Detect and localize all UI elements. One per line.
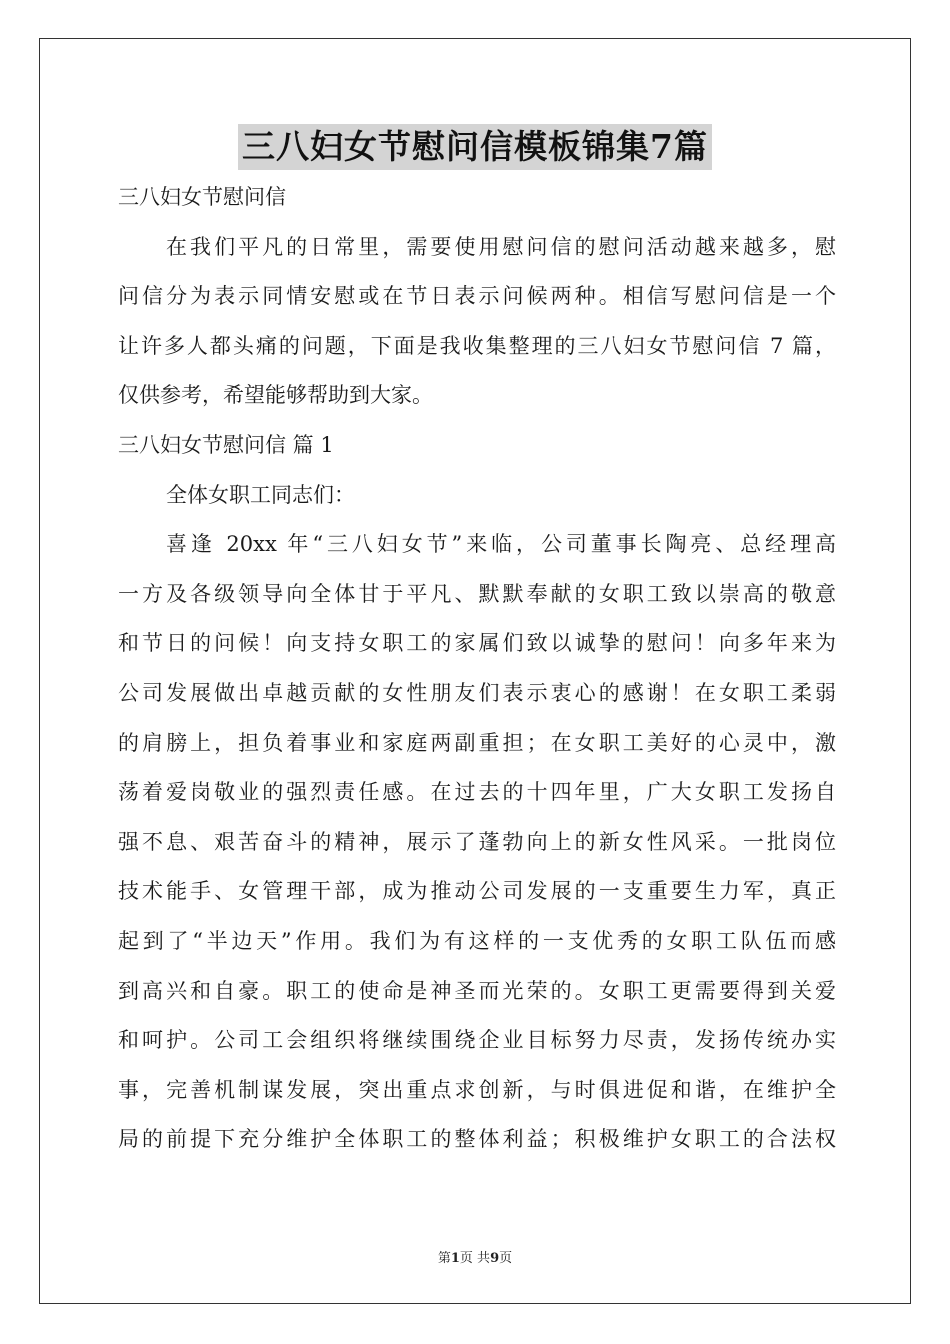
text-line: 强不息、艰苦奋斗的精神，展示了蓬勃向上的新女性风采。一批岗位 (118, 829, 836, 854)
footer-prefix: 第 (437, 1251, 451, 1266)
text-line: 三八妇女节慰问信 篇 1 (118, 432, 334, 457)
text-line: 让许多人都头痛的问题，下面是我收集整理的三八妇女节慰问信 7 篇， (118, 333, 836, 358)
text-line: 三八妇女节慰问信 (118, 185, 286, 209)
text-line: 全体女职工同志们： (166, 482, 355, 507)
text-line: 事，完善机制谋发展，突出重点求创新，与时俱进促和谐，在维护全 (118, 1077, 836, 1102)
title-container (0, 124, 950, 170)
text-line: 荡着爱岗敬业的强烈责任感。在过去的十四年里，广大女职工发扬自 (118, 780, 836, 805)
total-page-number: 9 (490, 1251, 500, 1266)
footer-middle: 页 共 (459, 1251, 491, 1266)
text-line: 起到了“半边天”作用。我们为有这样的一支优秀的女职工队伍而感 (118, 928, 836, 953)
text-line: 局的前提下充分维护全体职工的整体利益；积极维护女职工的合法权 (118, 1127, 836, 1152)
text-line: 和节日的问候！向支持女职工的家属们致以诚挚的慰问！向多年来为 (118, 631, 836, 656)
text-line: 问信分为表示同情安慰或在节日表示问候两种。相信写慰问信是一个 (118, 284, 836, 309)
document-body (118, 173, 836, 1165)
text-line: 喜逢 20xx 年“三八妇女节”来临，公司董事长陶亮、总经理高 (166, 532, 836, 557)
page-footer (0, 1247, 950, 1266)
text-line: 公司发展做出卓越贡献的女性朋友们表示衷心的感谢！在女职工柔弱 (118, 680, 836, 705)
text-line: 和呵护。公司工会组织将继续围绕企业目标努力尽责，发扬传统办实 (118, 1028, 836, 1053)
text-line: 仅供参考，希望能够帮助到大家。 (118, 383, 433, 408)
text-line: 一方及各级领导向全体甘于平凡、默默奉献的女职工致以崇高的敬意 (118, 581, 836, 606)
text-line: 到高兴和自豪。职工的使命是神圣而光荣的。女职工更需要得到关爱 (118, 978, 836, 1003)
document-title: 三八妇女节慰问信模板锦集7篇 (238, 124, 712, 170)
text-line: 技术能手、女管理干部，成为推动公司发展的一支重要生力军，真正 (118, 879, 836, 904)
current-page-number: 1 (450, 1251, 460, 1266)
text-line: 的肩膀上，担负着事业和家庭两副重担；在女职工美好的心灵中，激 (118, 730, 836, 755)
text-line: 在我们平凡的日常里，需要使用慰问信的慰问活动越来越多，慰 (166, 234, 836, 259)
footer-suffix: 页 (499, 1251, 513, 1266)
